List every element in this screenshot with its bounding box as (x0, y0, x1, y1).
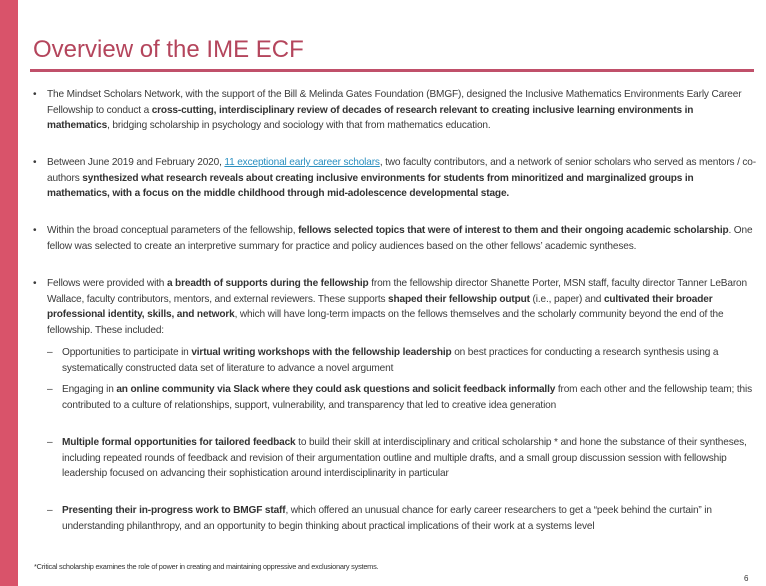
page-number: 6 (744, 574, 749, 583)
text: (i.e., paper) and (529, 293, 604, 305)
bold-text: shaped their fellowship output (388, 293, 530, 305)
page-title: Overview of the IME ECF (33, 36, 304, 63)
text: on best practices for conducting a research synthesis using a systematically constructed data set of literature to advance a novel argument (62, 347, 719, 374)
bold-text: a breadth of supports during the fellowship (166, 278, 369, 289)
text: , two faculty contributors, and a network of senior scholars who served as mentors / co-authors (47, 157, 756, 184)
title-divider (30, 69, 754, 72)
text: Engaging in (62, 384, 117, 395)
text: , which will have long-term impacts on the fellows themselves and the scholarly community beyond the end of the fellowship. These included: (47, 309, 724, 337)
bold-text: an online community via Slack where they could ask questions and solicit feedback informally (116, 384, 556, 395)
bullet-timeline (47, 155, 757, 202)
footnote: *Critical scholarship examines the role of power in creating and maintaining oppressive and exclusionary systems. (34, 562, 379, 571)
bold-text: cultivated their broader professional identity, skills, and network (47, 293, 713, 321)
text: from the fellowship director Shanette Porter, MSN staff, faculty director Tanner LeBaron Wallace, faculty contributors, mentors, and external reviewers. These supports (47, 278, 747, 305)
text: The Mindset Scholars Network, with the support of the Bill & Melinda Gates Foundation (BMGF), designed the Inclusive Mathematics Environments Early Career Fellowship to conduct a (47, 89, 742, 116)
scholars-link[interactable]: 11 exceptional early career scholars (224, 157, 380, 168)
text: to build their skill at interdisciplinary and critical scholarship * and hone the substance of their syntheses, including repeated rounds of feedback and revision of their argumentation outline and multiple drafts, and a small group discussion session with fellowship leadership focused on advancing their sophistication around interdisciplinarity in particular (62, 437, 747, 480)
text: . One fellow was selected to create an interpretive summary for practice and policy audiences based on the other fellows’ academic syntheses. (47, 225, 753, 252)
bold-text: virtual writing workshops with the fellowship leadership (191, 347, 452, 358)
sub-bullet-bmgf (62, 503, 754, 534)
text: Between June 2019 and February 2020, (47, 157, 225, 168)
bold-text: synthesized what research reveals about creating inclusive environments for students from minoritized and marginalized groups in mathematics, with a focus on the middle childhood through mid-adolescence developmental stage. (47, 172, 694, 200)
sub-bullet-workshops (62, 345, 754, 376)
text: Within the broad conceptual parameters of the fellowship, (47, 225, 299, 236)
bullet-topics (47, 223, 757, 254)
bold-text: fellows selected topics that were of interest to them and their ongoing academic scholarship (298, 225, 729, 236)
text: Fellows were provided with (47, 278, 167, 289)
bold-text: cross-cutting, interdisciplinary review of decades of research relevant to creating inclusive learning environments in mathematics (47, 104, 694, 132)
sub-bullet-slack (62, 382, 754, 413)
accent-sidebar-bar (0, 0, 18, 586)
bold-text: Multiple formal opportunities for tailored feedback (62, 437, 296, 448)
bullet-supports (47, 276, 757, 339)
bold-text: Presenting their in-progress work to BMGF staff (62, 505, 286, 516)
text: , which offered an unusual chance for early career researchers to get a “peek behind the curtain” in understanding philanthropy, and an opportunity to begin thinking about practical implications of their work at a systems level (62, 505, 712, 532)
bullet-overview (47, 87, 757, 134)
text: Opportunities to participate in (62, 347, 192, 358)
text: from each other and the fellowship team; this contributed to a culture of relationships, support, vulnerability, and transparency that led to creative idea generation (62, 384, 752, 411)
sub-bullet-feedback (62, 435, 754, 482)
text: , bridging scholarship in psychology and sociology with that from mathematics education. (107, 120, 491, 132)
